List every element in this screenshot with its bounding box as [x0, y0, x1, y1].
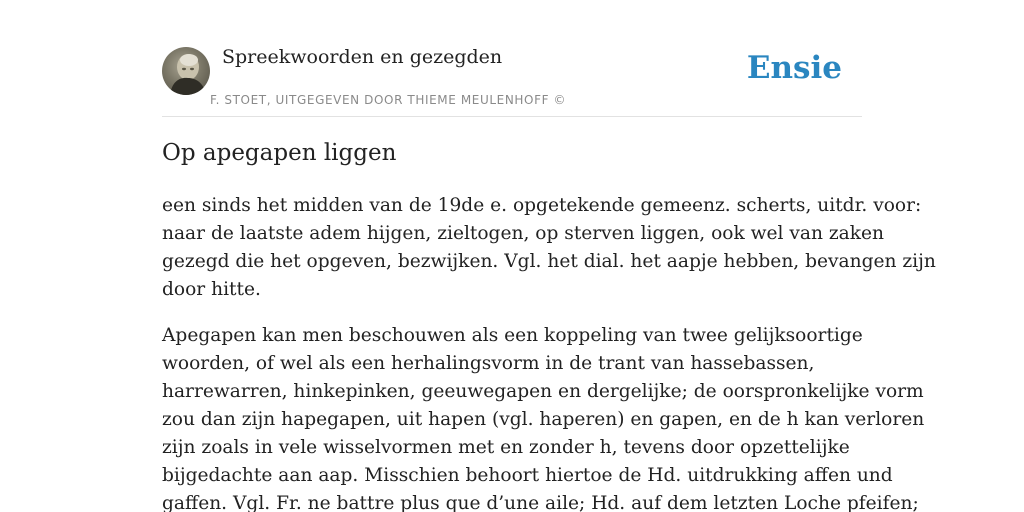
text-line: gezegd die het opgeven, bezwijken. Vgl. het dial. het aapje hebben, bevangen zijn [162, 251, 936, 272]
entry-title: Op apegapen liggen [162, 140, 397, 166]
text-line: naar de laatste adem hijgen, zieltogen, op sterven liggen, ook wel van zaken [162, 223, 885, 244]
source-title[interactable]: Spreekwoorden en gezegden [222, 46, 503, 68]
text-line: Apegapen kan men beschouwen als een koppeling van twee gelijksoortige [162, 325, 863, 346]
entry-body [162, 192, 936, 512]
text-line: woorden, of wel als een herhalingsvorm in de trant van hassebassen, [162, 353, 815, 374]
content-column [162, 0, 936, 512]
author-avatar[interactable] [162, 47, 210, 95]
ensie-logo-link[interactable]: Ensie [746, 50, 842, 86]
text-line: een sinds het midden van de 19de e. opgetekende gemeenz. scherts, uitdr. voor: [162, 195, 922, 216]
text-line: door hitte. [162, 279, 261, 300]
author-portrait-icon [162, 47, 210, 95]
text-line: zijn zoals in vele wisselvormen met en zonder h, tevens door opzettelijke [162, 437, 850, 458]
entry-paragraph-1 [162, 192, 936, 304]
source-header [162, 0, 862, 117]
text-line: harrewarren, hinkepinken, geeuwegapen en dergelijke; de oorspronkelijke vorm [162, 381, 924, 402]
text-line: gaffen. Vgl. Fr. ne battre plus que d’une aile; Hd. auf dem letzten Loche pfeifen; [162, 493, 919, 512]
entry-paragraph-2 [162, 322, 925, 512]
source-publisher: F. STOET, UITGEGEVEN DOOR THIEME MEULENHOFF © [210, 93, 567, 107]
text-line: bijgedachte aan aap. Misschien behoort hiertoe de Hd. uitdrukking affen und [162, 465, 893, 486]
text-line: zou dan zijn hapegapen, uit hapen (vgl. haperen) en gapen, en de h kan verloren [162, 409, 925, 430]
